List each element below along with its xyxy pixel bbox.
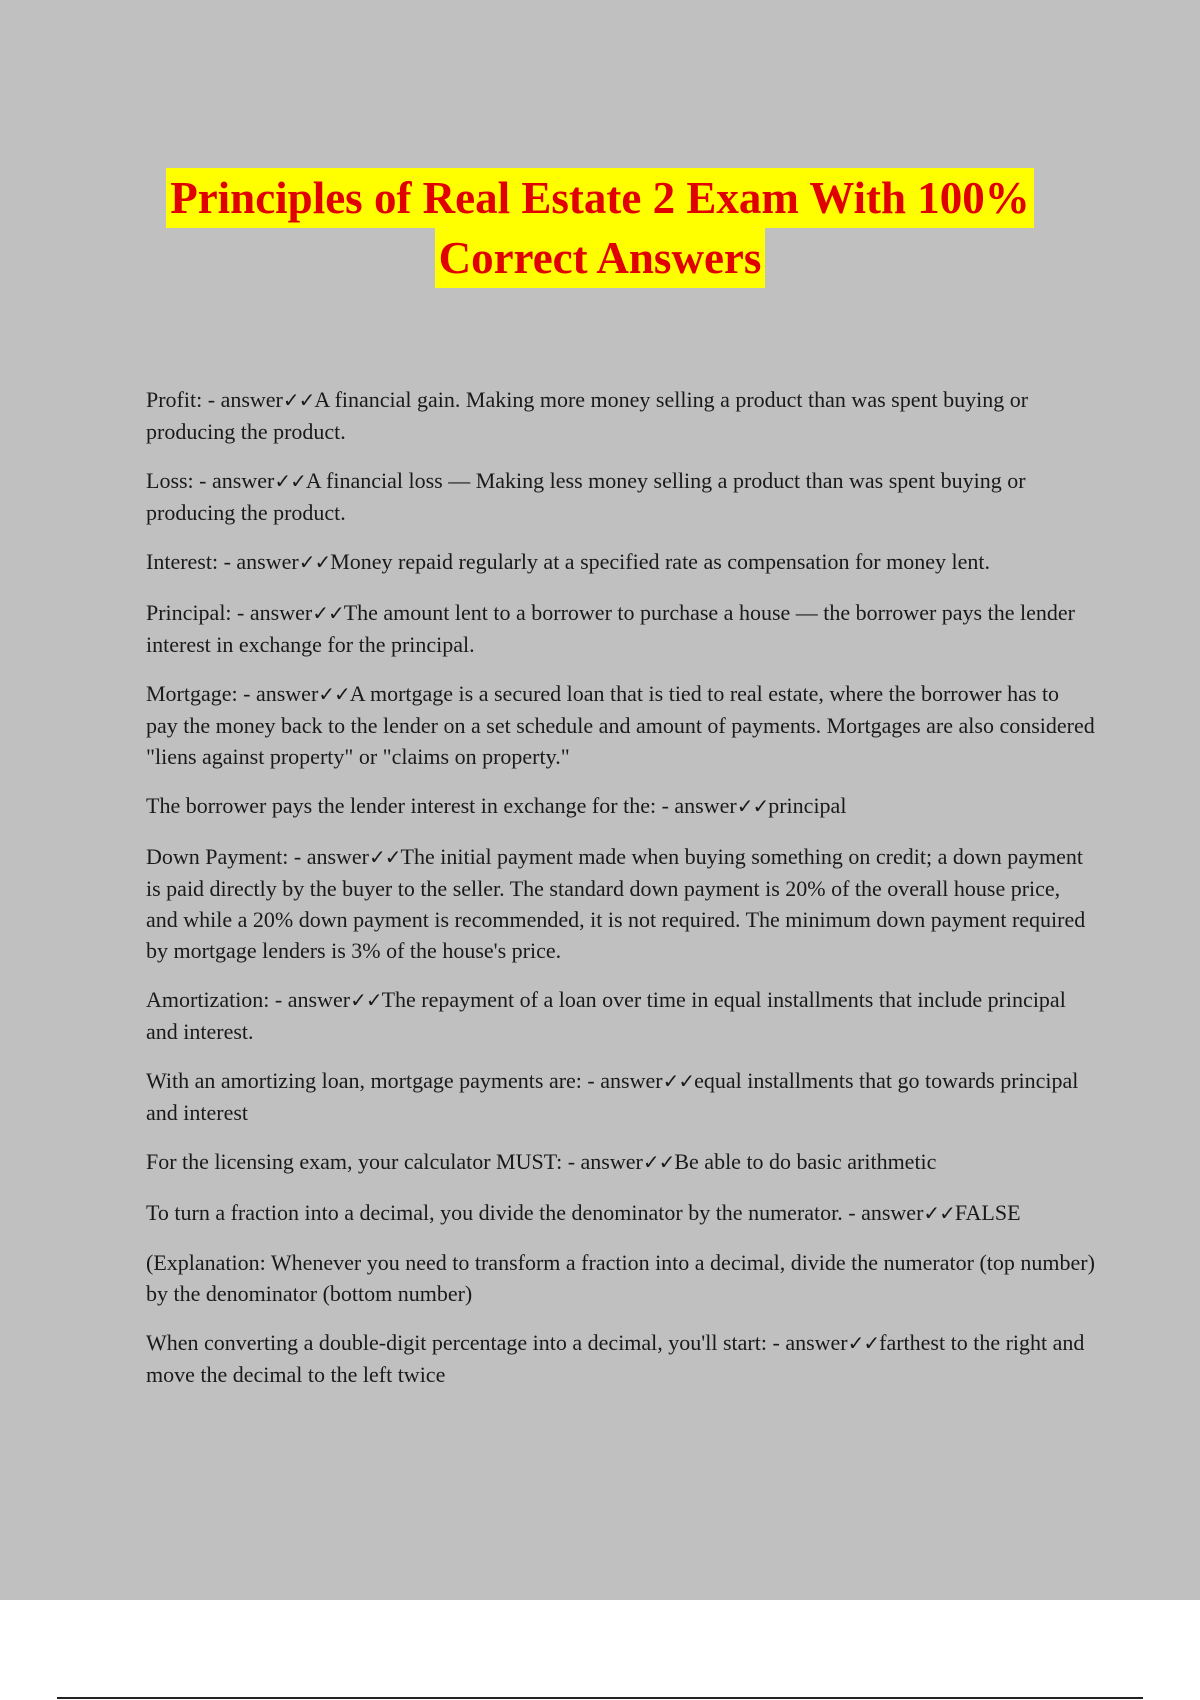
answer-text: Be able to do basic arithmetic — [674, 1149, 937, 1174]
answer-marker: answer — [249, 600, 313, 625]
qa-list — [146, 384, 1096, 1408]
qa-item-loss — [146, 465, 1096, 528]
answer-marker: answer — [236, 549, 299, 574]
answer-marker: answer — [580, 1149, 643, 1174]
answer-text: equal installments that go towards principal and interest — [146, 1068, 1079, 1125]
explanation-paragraph: (Explanation: Whenever you need to transform a fraction into a decimal, divide the numerator (top number) by the denominator (bottom number) — [146, 1250, 1095, 1306]
question-text: When converting a double-digit percentage into a decimal, you'll start: - — [146, 1330, 786, 1355]
answer-text: FALSE — [954, 1200, 1021, 1225]
check-mark-icon: ✓✓ — [282, 388, 315, 412]
qa-item-profit — [146, 384, 1096, 447]
answer-marker: answer — [212, 468, 275, 493]
qa-item-mortgage — [146, 678, 1096, 772]
check-mark-icon: ✓✓ — [312, 601, 344, 625]
qa-item-fraction-decimal — [146, 1197, 1096, 1229]
qa-item-amortizing-loan — [146, 1065, 1096, 1128]
check-mark-icon: ✓✓ — [274, 469, 306, 493]
check-mark-icon: ✓✓ — [642, 1150, 675, 1174]
check-mark-icon: ✓✓ — [298, 550, 331, 574]
check-mark-icon: ✓✓ — [736, 794, 769, 818]
title-line-1: Principles of Real Estate 2 Exam With 100% — [166, 168, 1034, 228]
qa-item-amortization — [146, 984, 1096, 1047]
qa-item-percentage-decimal — [146, 1327, 1096, 1390]
answer-marker: answer — [600, 1068, 663, 1093]
qa-item-calculator — [146, 1146, 1096, 1178]
answer-marker: answer — [287, 987, 351, 1012]
answer-text: Money repaid regularly at a specified rate as compensation for money lent. — [330, 549, 990, 574]
question-text: Down Payment: - — [146, 844, 307, 869]
question-text: Amortization: - — [146, 987, 288, 1012]
answer-text: The amount lent to a borrower to purchase a house — the borrower pays the lender interest in exchange for the principal. — [146, 600, 1075, 657]
question-text: To turn a fraction into a decimal, you divide the denominator by the numerator. - — [146, 1200, 862, 1225]
question-text: With an amortizing loan, mortgage payments are: - — [146, 1068, 601, 1093]
answer-marker: answer — [306, 844, 370, 869]
qa-item-borrower-pays — [146, 790, 1096, 822]
document-title — [0, 168, 1200, 288]
answer-text: principal — [768, 793, 847, 818]
answer-text: A financial loss — Making less money selling a product than was spent buying or producing the product. — [146, 468, 1026, 525]
answer-text: The repayment of a loan over time in equal installments that include principal and interest. — [146, 987, 1066, 1044]
question-text: Mortgage: - — [146, 681, 256, 706]
answer-marker: answer — [861, 1200, 924, 1225]
check-mark-icon: ✓✓ — [318, 682, 350, 706]
qa-item-down-payment — [146, 841, 1096, 966]
question-text: Interest: - — [146, 549, 237, 574]
check-mark-icon: ✓✓ — [662, 1069, 695, 1093]
check-mark-icon: ✓✓ — [350, 988, 382, 1012]
check-mark-icon: ✓✓ — [847, 1331, 880, 1355]
check-mark-icon: ✓✓ — [923, 1201, 955, 1225]
answer-marker: answer — [220, 387, 283, 412]
answer-text: farthest to the right and move the decimal to the left twice — [146, 1330, 1085, 1387]
answer-text: A financial gain. Making more money selling a product than was spent buying or producing the product. — [146, 387, 1029, 444]
answer-text: The initial payment made when buying something on credit; a down payment is paid directly by the buyer to the seller. The standard down payment is 20% of the overall house price, and while a 20% down payment is recommended, it is not required. The minimum down payment required by mortgage lenders is 3% of the house's price. — [146, 844, 1086, 963]
qa-item-interest — [146, 546, 1096, 578]
answer-marker: answer — [785, 1330, 848, 1355]
footer-divider — [57, 1697, 1143, 1699]
answer-marker: answer — [674, 793, 737, 818]
title-line-2: Correct Answers — [435, 228, 766, 288]
question-text: For the licensing exam, your calculator MUST: - — [146, 1149, 581, 1174]
question-text: Principal: - — [146, 600, 250, 625]
question-text: Profit: - — [146, 387, 221, 412]
qa-item-principal — [146, 597, 1096, 660]
check-mark-icon: ✓✓ — [369, 845, 401, 869]
question-text: The borrower pays the lender interest in exchange for the: - — [146, 793, 675, 818]
answer-text: A mortgage is a secured loan that is tied to real estate, where the borrower has to pay the money back to the lender on a set schedule and amount of payments. Mortgages are also considered "liens against property" or "claims on property." — [146, 681, 1095, 769]
answer-marker: answer — [255, 681, 319, 706]
question-text: Loss: - — [146, 468, 212, 493]
